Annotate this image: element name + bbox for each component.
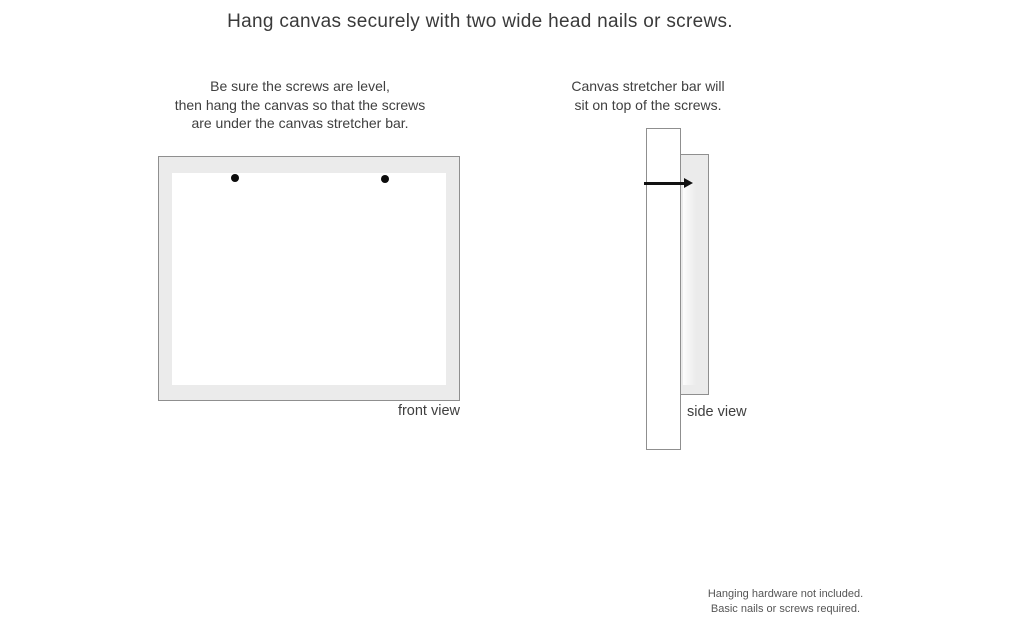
side-view-instructions-line: sit on top of the screws. — [574, 96, 722, 113]
screw-dot-right-icon — [381, 175, 389, 183]
hardware-footnote-line: Basic nails or screws required. — [710, 603, 861, 615]
side-view-canvas — [680, 154, 709, 395]
front-view-instructions-line: Be sure the screws are level, — [210, 78, 390, 94]
screw-dot-left-icon — [231, 174, 239, 182]
hardware-footnote — [683, 587, 888, 617]
canvas-edge-highlight — [683, 181, 696, 385]
side-view-label: side view — [687, 404, 747, 420]
nail-icon — [644, 182, 684, 185]
front-view-instructions — [150, 77, 450, 133]
side-view-instructions — [523, 77, 773, 114]
nail-head-icon — [684, 178, 693, 188]
hardware-footnote-line: Hanging hardware not included. — [707, 588, 864, 600]
side-view-stretcher-bar — [646, 128, 681, 450]
front-view-instructions-line: then hang the canvas so that the screws — [174, 96, 426, 113]
front-view-instructions-line: are under the canvas stretcher bar. — [191, 115, 409, 131]
front-view-label: front view — [397, 403, 460, 419]
canvas-face — [172, 173, 446, 385]
front-view-diagram — [158, 156, 460, 401]
side-view-instructions-line: Canvas stretcher bar will — [571, 78, 725, 94]
page-title: Hang canvas securely with two wide head nails or screws. — [227, 11, 733, 32]
